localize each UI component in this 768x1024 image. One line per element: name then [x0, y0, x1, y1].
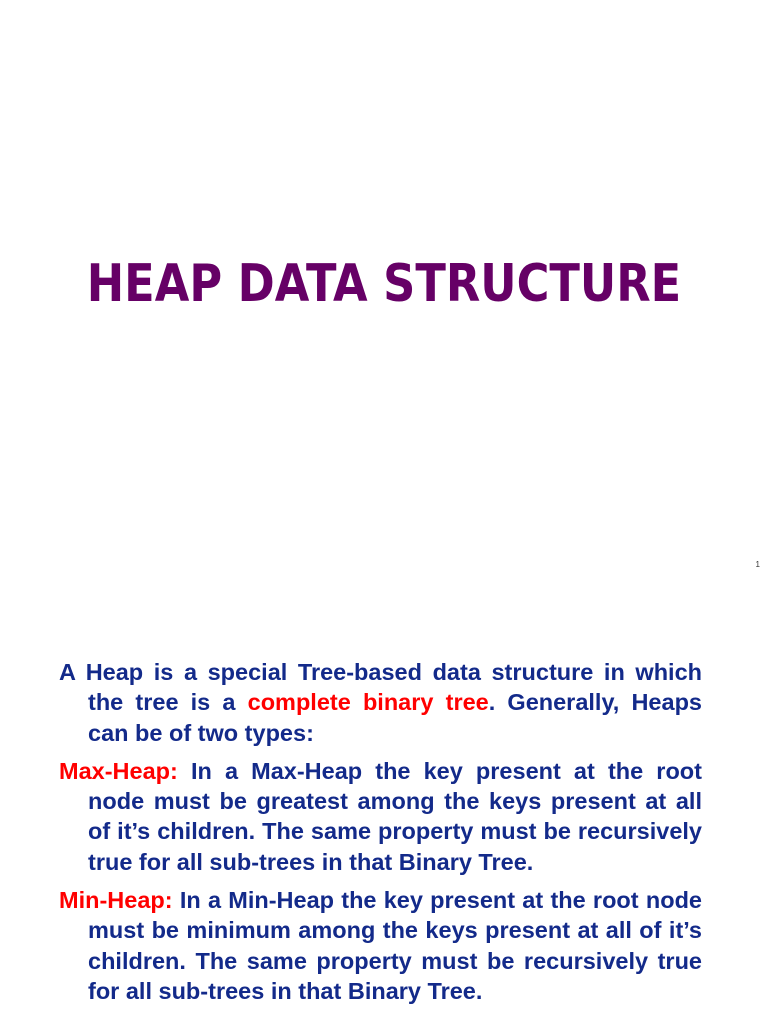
complete-binary-tree-highlight: complete binary tree [247, 689, 489, 716]
max-heap-paragraph [59, 756, 702, 877]
heap-definition-body [59, 657, 702, 1014]
min-heap-term: Min-Heap: [59, 887, 173, 914]
content-slide [0, 585, 768, 1024]
min-heap-paragraph [59, 885, 702, 1006]
heap-intro-paragraph [59, 657, 702, 748]
max-heap-term: Max-Heap: [59, 757, 178, 784]
page-number: 1 [755, 560, 760, 569]
slide-title: HEAP DATA STRUCTURE [86, 254, 682, 314]
intro-text-end: . Generally, Heaps can be of two types: [88, 689, 702, 746]
max-heap-description: In a Max-Heap the key present at the root node must be greatest among the keys present at all of it’s children. The same property must be recursively true for all sub-trees in that Binary Tree. [88, 757, 702, 875]
intro-text-start: A Heap is a special Tree-based data structure in which the tree is a [59, 659, 702, 716]
min-heap-description: In a Min-Heap the key present at the root node must be minimum among the keys present at all of it’s children. The same property must be recursively true for all sub-trees in that Binary Tree. [88, 887, 702, 1004]
